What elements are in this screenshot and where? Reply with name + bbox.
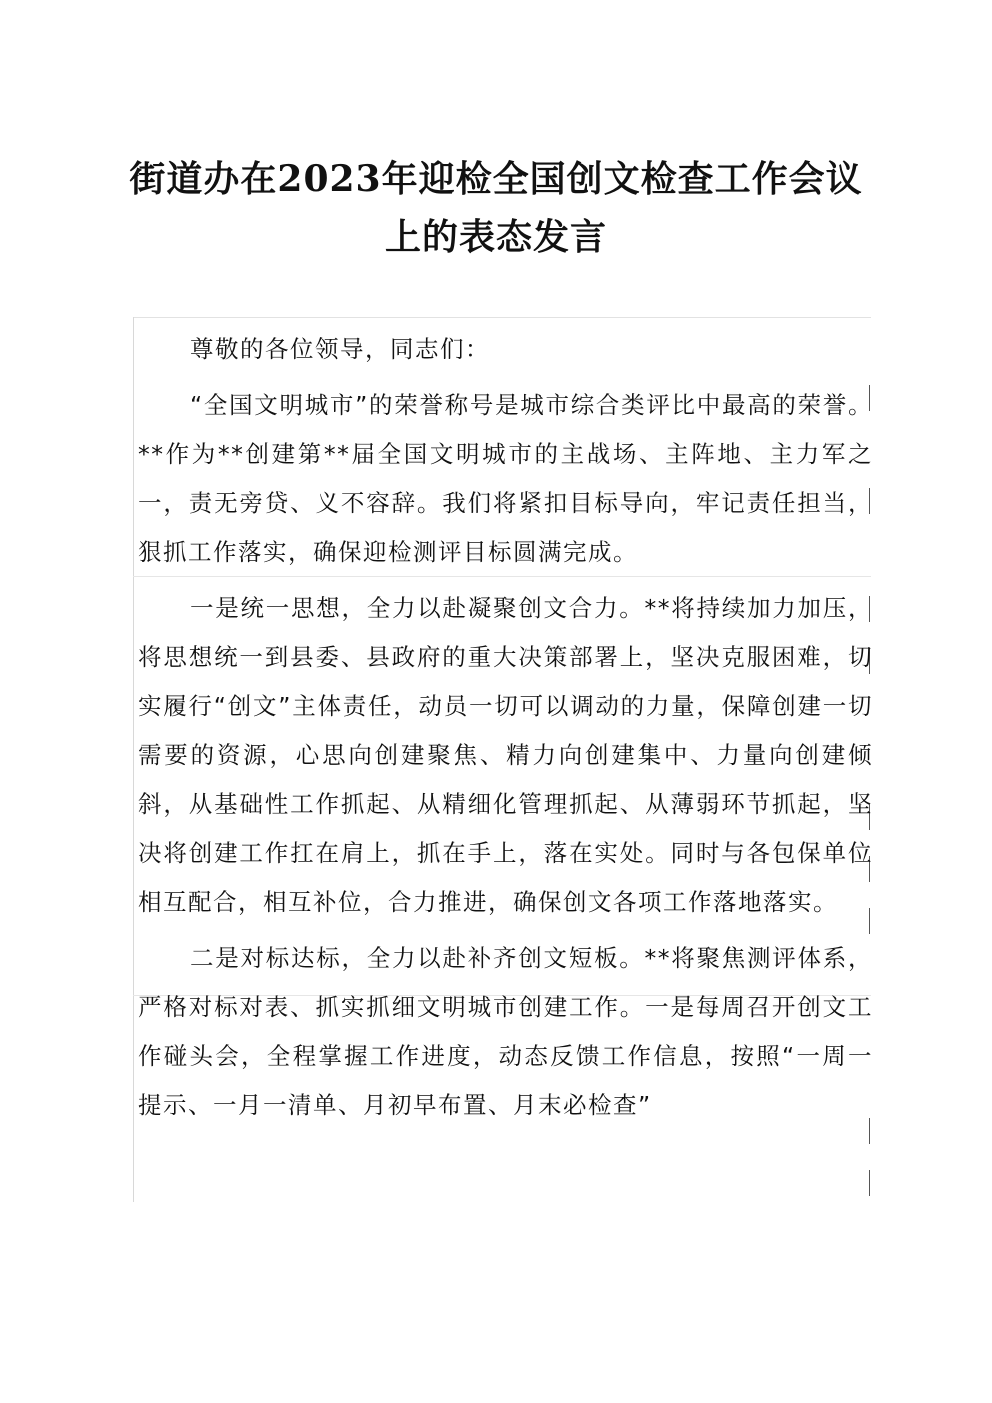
title-line-2: 上的表态发言 <box>384 216 607 258</box>
document-body <box>138 325 873 1130</box>
paragraph-intro: “全国文明城市”的荣誉称号是城市综合类评比中最高的荣誉。**作为**创建第**届全国文明城市的主战场、主阵地、主力军之一，责无旁贷、义不容辞。我们将紧扣目标导向，牢记责任担当，狠抓工作落实，确保迎检测评目标圆满完成。 <box>138 391 873 566</box>
paragraph-point-two: 二是对标达标，全力以赴补齐创文短板。**将聚焦测评体系，严格对标对表、抓实抓细文明城市创建工作。一是每周召开创文工作碰头会，全程掌握工作进度，动态反馈工作信息，按照“一周一提示、一月一清单、月初早布置、月末必检查” <box>138 944 873 1119</box>
document-title <box>0 150 992 266</box>
title-line-1: 街道办在2023年迎检全国创文检查工作会议 <box>129 158 863 200</box>
salutation: 尊敬的各位领导，同志们： <box>190 335 490 363</box>
margin-mark <box>869 1170 870 1196</box>
paragraph-point-one: 一是统一思想，全力以赴凝聚创文合力。**将持续加力加压，将思想统一到县委、县政府的重大决策部署上，坚决克服困难，切实履行“创文”主体责任，动员一切可以调动的力量，保障创建一切需要的资源，心思向创建聚焦、精力向创建集中、力量向创建倾斜，从基础性工作抓起、从精细化管理抓起、从薄弱环节抓起，坚决将创建工作扛在肩上，抓在手上，落在实处。同时与各包保单位相互配合，相互补位，合力推进，确保创文各项工作落地落实。 <box>138 594 873 916</box>
text-frame-top-border <box>133 317 871 318</box>
text-frame-left-border <box>133 317 134 1202</box>
